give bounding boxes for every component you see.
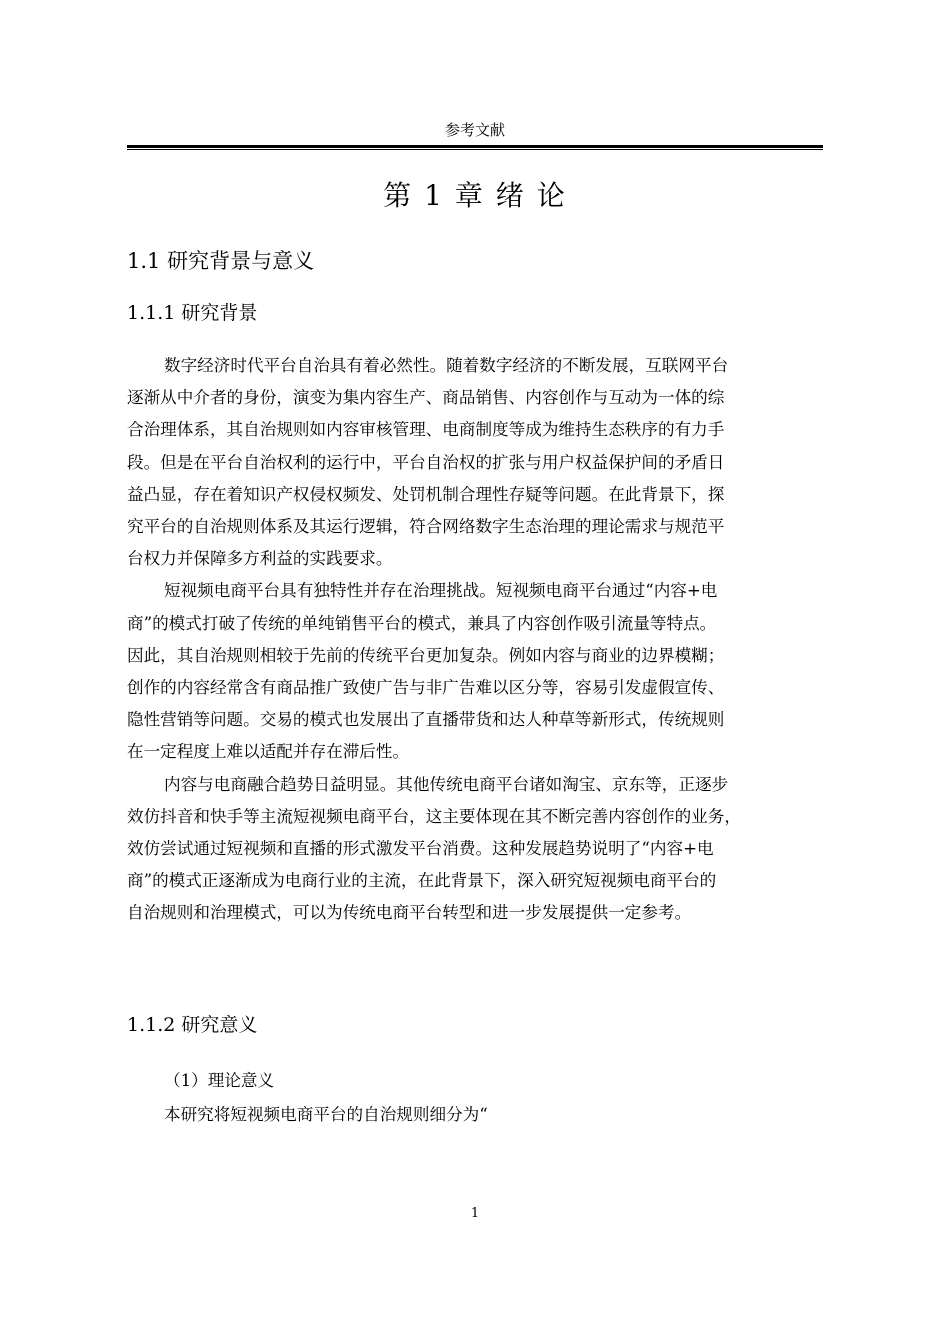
item-text: 本研究将短视频电商平台的自治规则细分为“ [164,1105,488,1124]
text-line: 因此，其自治规则相较于先前的传统平台更加复杂。例如内容与商业的边界模糊； [127,645,725,665]
text-line: 逐渐从中介者的身份，演变为集内容生产、商品销售、内容创作与互动为一体的综 [127,388,725,408]
section-heading: 1.1 研究背景与意义 [127,249,315,273]
text-line: 在一定程度上难以适配并存在滞后性。 [127,742,410,762]
header-double-rule [127,145,823,150]
running-header: 参考文献 [444,121,505,139]
text-line: 商”的模式打破了传统的单纯销售平台的模式，兼具了内容创作吸引流量等特点。 [127,613,717,633]
page-number: 1 [470,1206,480,1221]
text-line: 自治规则和治理模式，可以为传统电商平台转型和进一步发展提供一定参考。 [127,903,692,923]
subsection-heading-background: 1.1.1 研究背景 [127,302,258,324]
text-line: 隐性营销等问题。交易的模式也发展出了直播带货和达人种草等新形式，传统规则 [127,710,725,730]
paragraph-2 [127,575,825,768]
text-line: 益凸显，存在着知识产权侵权频发、处罚机制合理性存疑等问题。在此背景下，探 [127,484,725,504]
text-line: 效仿抖音和快手等主流短视频电商平台，这主要体现在其不断完善内容创作的业务， [127,806,741,826]
chapter-title: 第 1 章 绪 论 [383,179,567,212]
text-line: 段。但是在平台自治权利的运行中，平台自治权的扩张与用户权益保护间的矛盾日 [127,452,725,472]
text-line: 台权力并保障多方利益的实践要求。 [127,549,393,569]
subsection-heading-significance: 1.1.2 研究意义 [127,1014,258,1036]
text-line: 效仿尝试通过短视频和直播的形式激发平台消费。这种发展趋势说明了“内容+电 [127,839,714,859]
text-line: 数字经济时代平台自治具有着必然性。随着数字经济的不断发展，互联网平台 [164,356,729,375]
paragraph-1 [127,350,825,575]
paragraph-3 [127,769,825,930]
text-line: 合治理体系，其自治规则如内容审核管理、电商制度等成为维持生态秩序的有力手 [127,420,725,440]
background-body [127,350,825,930]
text-line: 短视频电商平台具有独特性并存在治理挑战。短视频电商平台通过“内容+电 [164,581,718,601]
text-line: 商”的模式正逐渐成为电商行业的主流，在此背景下，深入研究短视频电商平台的 [127,871,717,891]
text-line: 究平台的自治规则体系及其运行逻辑，符合网络数字生态治理的理论需求与规范平 [127,517,725,537]
item-label: （1）理论意义 [164,1071,275,1090]
text-line: 创作的内容经常含有商品推广致使广告与非广告难以区分等，容易引发虚假宣传、 [127,678,725,698]
text-line: 内容与电商融合趋势日益明显。其他传统电商平台诸如淘宝、京东等，正逐步 [164,774,729,794]
